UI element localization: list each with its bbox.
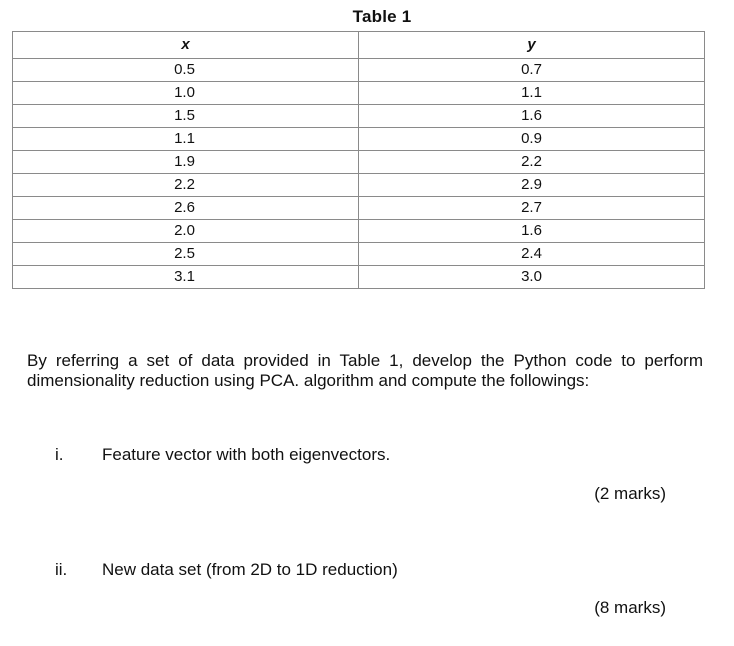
table-row xyxy=(13,105,705,128)
cell-x: 2.2 xyxy=(13,174,359,197)
cell-x: 2.5 xyxy=(13,243,359,266)
cell-x: 2.6 xyxy=(13,197,359,220)
item-text-feature-vector: Feature vector with both eigenvectors. xyxy=(102,445,391,464)
table-row xyxy=(13,174,705,197)
column-header-y: y xyxy=(359,32,705,59)
item-marks-i: (2 marks) xyxy=(594,484,666,503)
cell-y: 2.2 xyxy=(359,151,705,174)
cell-x: 2.0 xyxy=(13,220,359,243)
table-row xyxy=(13,266,705,289)
table-row xyxy=(13,82,705,105)
cell-x: 1.5 xyxy=(13,105,359,128)
cell-y: 0.7 xyxy=(359,59,705,82)
cell-y: 1.1 xyxy=(359,82,705,105)
column-header-x: x xyxy=(13,32,359,59)
table-row xyxy=(13,197,705,220)
cell-y: 3.0 xyxy=(359,266,705,289)
cell-y: 2.7 xyxy=(359,197,705,220)
cell-y: 0.9 xyxy=(359,128,705,151)
cell-y: 1.6 xyxy=(359,220,705,243)
cell-x: 1.0 xyxy=(13,82,359,105)
cell-x: 3.1 xyxy=(13,266,359,289)
table-row xyxy=(13,151,705,174)
item-number-i: i. xyxy=(55,445,64,464)
data-table xyxy=(12,31,705,289)
cell-x: 1.1 xyxy=(13,128,359,151)
table-row xyxy=(13,59,705,82)
cell-y: 2.4 xyxy=(359,243,705,266)
table-caption: Table 1 xyxy=(352,7,412,26)
item-text-new-data-set: New data set (from 2D to 1D reduction) xyxy=(102,560,398,579)
cell-x: 0.5 xyxy=(13,59,359,82)
cell-y: 2.9 xyxy=(359,174,705,197)
table-row xyxy=(13,128,705,151)
table-header-row xyxy=(13,32,705,59)
item-number-ii: ii. xyxy=(55,560,68,579)
question-text: By referring a set of data provided in Table 1, develop the Python code to perform dimensionality reduction using PCA. algorithm and compute the followings: xyxy=(27,351,703,390)
item-marks-ii: (8 marks) xyxy=(594,598,666,617)
cell-x: 1.9 xyxy=(13,151,359,174)
table-row xyxy=(13,243,705,266)
table-row xyxy=(13,220,705,243)
cell-y: 1.6 xyxy=(359,105,705,128)
